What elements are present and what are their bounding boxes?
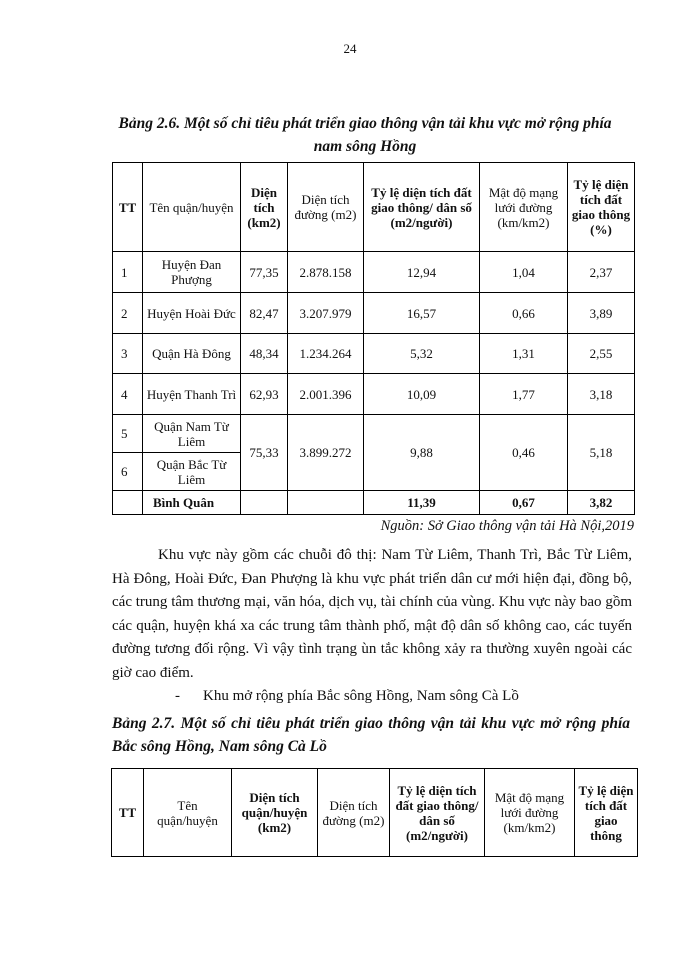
data-table bbox=[112, 162, 635, 515]
table-source-note: Nguồn: Sở Giao thông vận tải Hà Nội,2019 bbox=[380, 518, 634, 534]
average-ratio-pop: 11,39 bbox=[364, 491, 480, 515]
cell-ratio-pct: 3,89 bbox=[568, 293, 635, 334]
cell-ratio-pct: 3,18 bbox=[568, 374, 635, 415]
cell-road-area: 3.899.272 bbox=[288, 415, 364, 491]
table-row bbox=[113, 252, 635, 293]
table-caption: Bảng 2.7. Một số chỉ tiêu phát triển giao thông vận tải khu vực mở rộng phía Bắc sông Hồng, Nam sông Cà Lồ bbox=[112, 715, 630, 755]
cell-name: Huyện Đan Phượng bbox=[143, 252, 241, 293]
column-header: Diện tích quận/huyện (km2) bbox=[232, 769, 318, 857]
cell-name: Quận Nam Từ Liêm bbox=[143, 415, 241, 453]
bullet-dash: - bbox=[175, 688, 180, 704]
table-caption: Bảng 2.6. Một số chỉ tiêu phát triển giao thông vận tải khu vực mở rộng phía nam sông Hồng bbox=[118, 115, 612, 155]
data-table bbox=[111, 768, 638, 857]
table-row bbox=[113, 334, 635, 374]
table-header-row bbox=[112, 769, 638, 857]
cell-ratio-pct: 5,18 bbox=[568, 415, 635, 491]
table-row bbox=[113, 374, 635, 415]
cell-name: Quận Bắc Từ Liêm bbox=[143, 453, 241, 491]
cell-ratio-pop: 16,57 bbox=[364, 293, 480, 334]
cell-area: 48,34 bbox=[241, 334, 288, 374]
table-row bbox=[113, 293, 635, 334]
average-ratio-pct: 3,82 bbox=[568, 491, 635, 515]
cell-road-area: 2.001.396 bbox=[288, 374, 364, 415]
cell-tt bbox=[113, 491, 143, 515]
cell-tt: 1 bbox=[113, 252, 143, 293]
column-header: Diện tích đường (m2) bbox=[318, 769, 390, 857]
cell-area: 75,33 bbox=[241, 415, 288, 491]
cell-ratio-pop: 10,09 bbox=[364, 374, 480, 415]
column-header: Tỷ lệ diện tích đất giao thông/ dân số (m2/người) bbox=[390, 769, 485, 857]
cell-name: Huyện Thanh Trì bbox=[143, 374, 241, 415]
cell-tt: 5 bbox=[113, 415, 143, 453]
page-number: 24 bbox=[343, 41, 357, 56]
cell-road-area bbox=[288, 491, 364, 515]
cell-area: 82,47 bbox=[241, 293, 288, 334]
cell-area bbox=[241, 491, 288, 515]
cell-ratio-pct: 2,37 bbox=[568, 252, 635, 293]
column-header: TT bbox=[113, 163, 143, 252]
column-header: Mật độ mạng lưới đường (km/km2) bbox=[485, 769, 575, 857]
column-header: Tên quận/huyện bbox=[144, 769, 232, 857]
average-density: 0,67 bbox=[480, 491, 568, 515]
column-header: Mật độ mạng lưới đường (km/km2) bbox=[480, 163, 568, 252]
cell-density: 0,46 bbox=[480, 415, 568, 491]
cell-name: Huyện Hoài Đức bbox=[143, 293, 241, 334]
bullet-text: Khu mở rộng phía Bắc sông Hồng, Nam sông Cà Lồ bbox=[203, 688, 519, 704]
average-label: Bình Quân bbox=[143, 491, 241, 515]
cell-density: 1,77 bbox=[480, 374, 568, 415]
column-header: Tỷ lệ diện tích đất giao thông/ dân số (m2/người) bbox=[364, 163, 480, 252]
cell-ratio-pop: 12,94 bbox=[364, 252, 480, 293]
cell-density: 1,31 bbox=[480, 334, 568, 374]
cell-tt: 2 bbox=[113, 293, 143, 334]
table-row bbox=[113, 415, 635, 453]
cell-tt: 4 bbox=[113, 374, 143, 415]
cell-ratio-pop: 5,32 bbox=[364, 334, 480, 374]
cell-road-area: 2.878.158 bbox=[288, 252, 364, 293]
body-paragraph bbox=[112, 544, 632, 686]
cell-road-area: 1.234.264 bbox=[288, 334, 364, 374]
column-header: Tên quận/huyện bbox=[143, 163, 241, 252]
column-header: Diện tích (km2) bbox=[241, 163, 288, 252]
column-header: Tỷ lệ diện tích đất giao thông bbox=[575, 769, 638, 857]
cell-tt: 3 bbox=[113, 334, 143, 374]
cell-road-area: 3.207.979 bbox=[288, 293, 364, 334]
column-header: Tỷ lệ diện tích đất giao thông (%) bbox=[568, 163, 635, 252]
cell-area: 77,35 bbox=[241, 252, 288, 293]
cell-ratio-pct: 2,55 bbox=[568, 334, 635, 374]
cell-ratio-pop: 9,88 bbox=[364, 415, 480, 491]
cell-tt: 6 bbox=[113, 453, 143, 491]
cell-area: 62,93 bbox=[241, 374, 288, 415]
column-header: Diện tích đường (m2) bbox=[288, 163, 364, 252]
cell-density: 1,04 bbox=[480, 252, 568, 293]
column-header: TT bbox=[112, 769, 144, 857]
table-header-row bbox=[113, 163, 635, 252]
cell-name: Quận Hà Đông bbox=[143, 334, 241, 374]
cell-density: 0,66 bbox=[480, 293, 568, 334]
paragraph-text: Khu vực này gồm các chuỗi đô thị: Nam Từ Liêm, Thanh Trì, Bắc Từ Liêm, Hà Đông, Hoài Đức, Đan Phượng là khu vực phát triển dân cư mới hiện đại, đồng bộ, các trung tâm thương mại, văn hóa, dịch vụ, tài chính của vùng. Khu vực này bao gồm các quận, huyện khá xa các trung tâm thành phố, mật độ dân số không cao, các tuyến đường tương đối rộng. Vì vậy tình trạng ùn tắc không xảy ra thường xuyên ngoài các giờ cao điểm. bbox=[112, 547, 632, 681]
bullet-item bbox=[175, 688, 519, 705]
table-average-row bbox=[113, 491, 635, 515]
